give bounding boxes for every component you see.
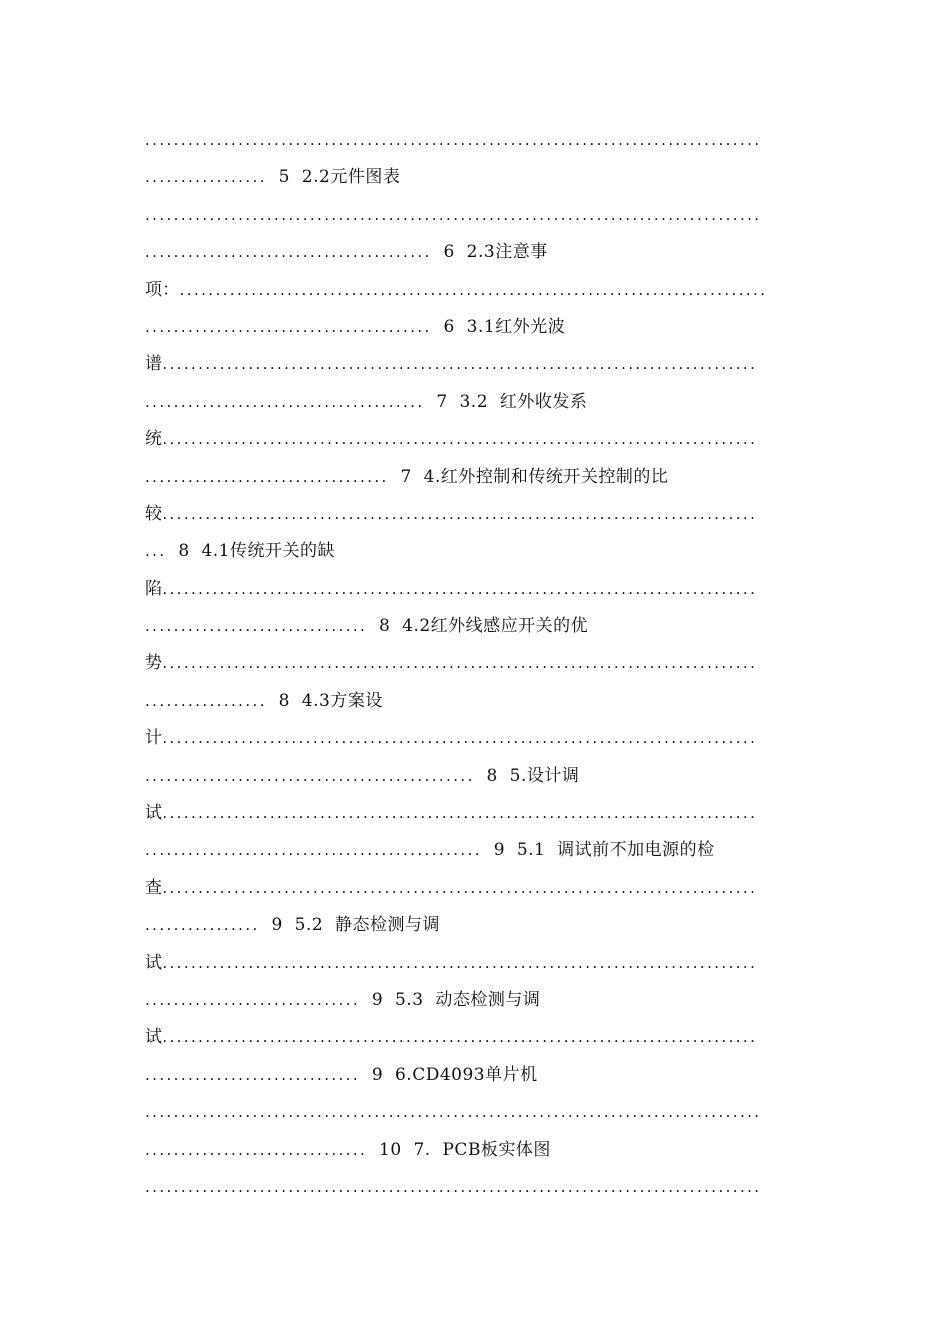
- toc-line: [145, 651, 805, 688]
- toc-dot-leader: ...: [145, 542, 167, 561]
- toc-dot-leader: ......................................................................................: [145, 131, 762, 149]
- toc-line: [145, 838, 805, 875]
- toc-dot-leader: ...................................................................................: [162, 579, 758, 598]
- toc-dot-leader: ........................................: [145, 243, 432, 262]
- toc-line: [145, 427, 805, 464]
- toc-line-tail: 8 4.3方案设: [266, 690, 383, 711]
- toc-dot-leader: ...................................................................................: [162, 430, 758, 449]
- toc-dot-leader: ...................................................................................: [162, 1028, 758, 1047]
- toc-dot-leader: ...................................................................................: [162, 953, 758, 972]
- toc-line: [145, 1100, 805, 1137]
- toc-line: [145, 988, 805, 1025]
- toc-line: [145, 1138, 805, 1175]
- toc-dot-leader: ..............................: [145, 990, 361, 1009]
- toc-dot-leader: ..................................: [145, 467, 389, 486]
- toc-dot-leader: ...............................: [145, 1140, 368, 1159]
- toc-dot-leader: ..............................: [145, 1065, 361, 1084]
- toc-line-lead: 试: [145, 1027, 163, 1048]
- toc-line-lead: 谱: [145, 354, 163, 375]
- toc-line: [145, 203, 805, 240]
- toc-dot-leader: ................: [145, 916, 260, 935]
- toc-line: [145, 390, 805, 427]
- toc-dot-leader: ...................................................................................: [162, 355, 758, 374]
- toc-dot-leader: ......................................................................................: [145, 205, 762, 224]
- toc-line-lead: 试: [145, 803, 163, 824]
- toc-line: [145, 913, 805, 950]
- table-of-contents: [145, 128, 805, 1212]
- toc-line-tail: 9 5.1 调试前不加电源的检: [481, 840, 715, 861]
- toc-line: [145, 764, 805, 801]
- toc-line-tail: 6 2.3注意事: [431, 242, 548, 263]
- toc-line: [145, 951, 805, 988]
- toc-line: [145, 577, 805, 614]
- toc-line-lead: 较: [145, 503, 163, 524]
- toc-dot-leader: ......................................................................................: [145, 1177, 762, 1196]
- toc-line-lead: 计: [145, 728, 163, 749]
- toc-line-lead: 项：: [145, 279, 180, 300]
- toc-dot-leader: ......................................................................................: [145, 1103, 762, 1122]
- toc-line-lead: 试: [145, 952, 163, 973]
- toc-line-tail: 8 4.2红外线感应开关的优: [367, 616, 589, 637]
- toc-dot-leader: ...............................................: [145, 841, 482, 860]
- toc-line: [145, 502, 805, 539]
- toc-line-tail: 9 5.2 静态检测与调: [259, 915, 440, 936]
- toc-line: [145, 801, 805, 838]
- toc-line: [145, 1063, 805, 1100]
- toc-line-tail: 9 6.CD4093单片机: [360, 1064, 538, 1085]
- toc-line-tail: 5 2.2元件图表: [266, 167, 401, 188]
- toc-dot-leader: ..................................................................................: [179, 280, 768, 299]
- toc-line-tail: 10 7. PCB板实体图: [367, 1139, 551, 1160]
- toc-line: [145, 165, 805, 202]
- toc-dot-leader: ...................................................................................: [162, 804, 758, 823]
- toc-dot-leader: ...................................................................................: [162, 878, 758, 897]
- toc-line-tail: 8 5.设计调: [474, 765, 580, 786]
- toc-line: [145, 1025, 805, 1062]
- toc-line-tail: 7 4.红外控制和传统开关控制的比: [388, 466, 669, 487]
- toc-dot-leader: ........................................: [145, 317, 432, 336]
- toc-line-tail: 8 4.1传统开关的缺: [166, 541, 335, 562]
- toc-line: [145, 726, 805, 763]
- toc-line: [145, 465, 805, 502]
- toc-dot-leader: ...................................................................................: [162, 504, 758, 523]
- toc-line-tail: 7 3.2 红外收发系: [424, 391, 588, 412]
- toc-line-tail: 9 5.3 动态检测与调: [360, 989, 541, 1010]
- toc-line-lead: 陷: [145, 578, 163, 599]
- toc-dot-leader: ..............................................: [145, 766, 475, 785]
- toc-dot-leader: ...................................................................................: [162, 729, 758, 748]
- toc-line-lead: 查: [145, 877, 163, 898]
- toc-line: [145, 352, 805, 389]
- toc-line: [145, 1175, 805, 1212]
- toc-line-tail: 6 3.1红外光波: [431, 316, 566, 337]
- toc-dot-leader: ...............................: [145, 617, 368, 636]
- toc-line: [145, 539, 805, 576]
- toc-line-lead: 统: [145, 429, 163, 450]
- toc-line: [145, 128, 805, 165]
- toc-dot-leader: .................: [145, 168, 267, 187]
- toc-line: [145, 876, 805, 913]
- toc-dot-leader: ...................................................................................: [162, 654, 758, 673]
- toc-line-lead: 势: [145, 653, 163, 674]
- toc-line: [145, 614, 805, 651]
- toc-dot-leader: .................: [145, 691, 267, 710]
- toc-line: [145, 689, 805, 726]
- toc-line: [145, 278, 805, 315]
- toc-line: [145, 315, 805, 352]
- toc-line: [145, 240, 805, 277]
- toc-dot-leader: .......................................: [145, 392, 425, 411]
